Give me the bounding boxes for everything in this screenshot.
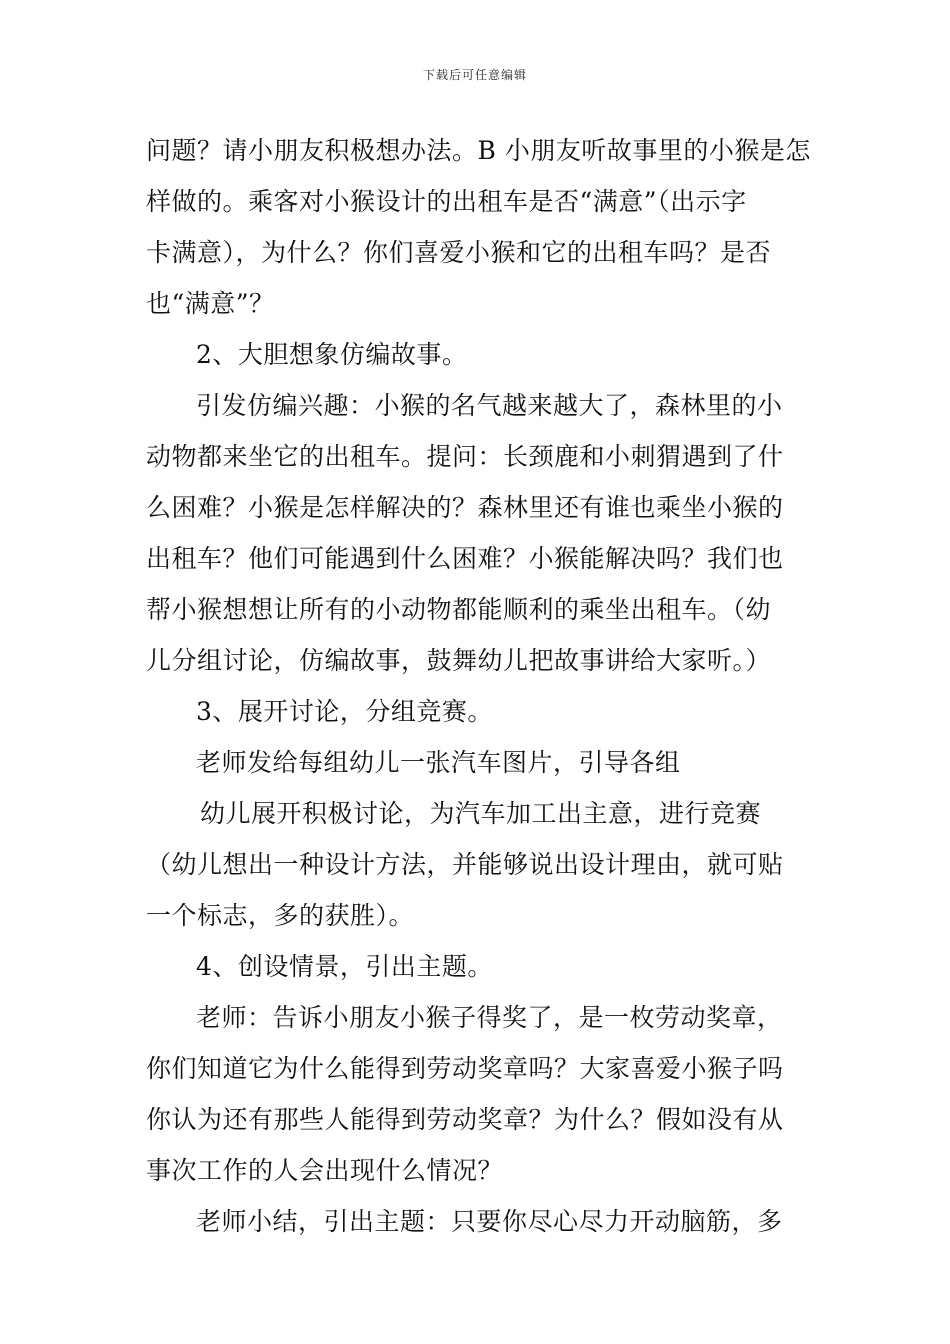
section-heading: 3、展开讨论，分组竞赛。: [196, 697, 493, 726]
text-line: 出租车？他们可能遇到什么困难？小猴能解决吗？我们也: [146, 544, 784, 573]
section-heading: 4、创设情景，引出主题。: [196, 952, 493, 981]
text-line: 儿分组讨论，仿编故事，鼓舞幼儿把故事讲给大家听。）: [146, 646, 772, 675]
document-body: [146, 125, 814, 1247]
text-line: 事次工作的人会出现什么情况？: [146, 1156, 504, 1185]
text-line: 样做的。乘客对小猴设计的出租车是否“满意”（出示字: [146, 187, 747, 216]
text-line: 卡满意），为什么？你们喜爱小猴和它的出租车吗？是否: [146, 238, 772, 267]
text-line: 一个标志，多的获胜）。: [146, 901, 415, 930]
text-line: 么困难？小猴是怎样解决的？森林里还有谁也乘坐小猴的: [146, 493, 784, 522]
page-header: 下载后可任意编辑: [422, 68, 527, 82]
text-line: 你认为还有那些人能得到劳动奖章？为什么？假如没有从: [146, 1105, 784, 1134]
text-line: 动物都来坐它的出租车。提问：长颈鹿和小刺猬遇到了什: [146, 442, 784, 471]
section-heading: 2、大胆想象仿编故事。: [196, 340, 468, 369]
text-line: 帮小猴想想让所有的小动物都能顺利的乘坐出租车。（幼: [146, 595, 772, 624]
paragraph-first-line: 引发仿编兴趣：小猴的名气越来越大了，森林里的小: [196, 391, 783, 420]
paragraph-first-line: 幼儿展开积极讨论，为汽车加工出主意，进行竞赛: [200, 799, 762, 828]
paragraph-first-line: 老师发给每组幼儿一张汽车图片，引导各组: [196, 748, 681, 777]
paragraph-first-line: 老师小结，引出主题：只要你尽心尽力开动脑筋，多: [196, 1207, 783, 1236]
text-line: 问题？请小朋友积极想办法。B 小朋友听故事里的小猴是怎: [146, 136, 811, 165]
text-line: 你们知道它为什么能得到劳动奖章吗？大家喜爱小猴子吗: [146, 1054, 784, 1083]
text-line: 也“满意”？: [146, 289, 275, 318]
text-line: （幼儿想出一种设计方法，并能够说出设计理由，就可贴: [146, 850, 784, 879]
paragraph-first-line: 老师：告诉小朋友小猴子得奖了，是一枚劳动奖章，: [196, 1003, 783, 1032]
